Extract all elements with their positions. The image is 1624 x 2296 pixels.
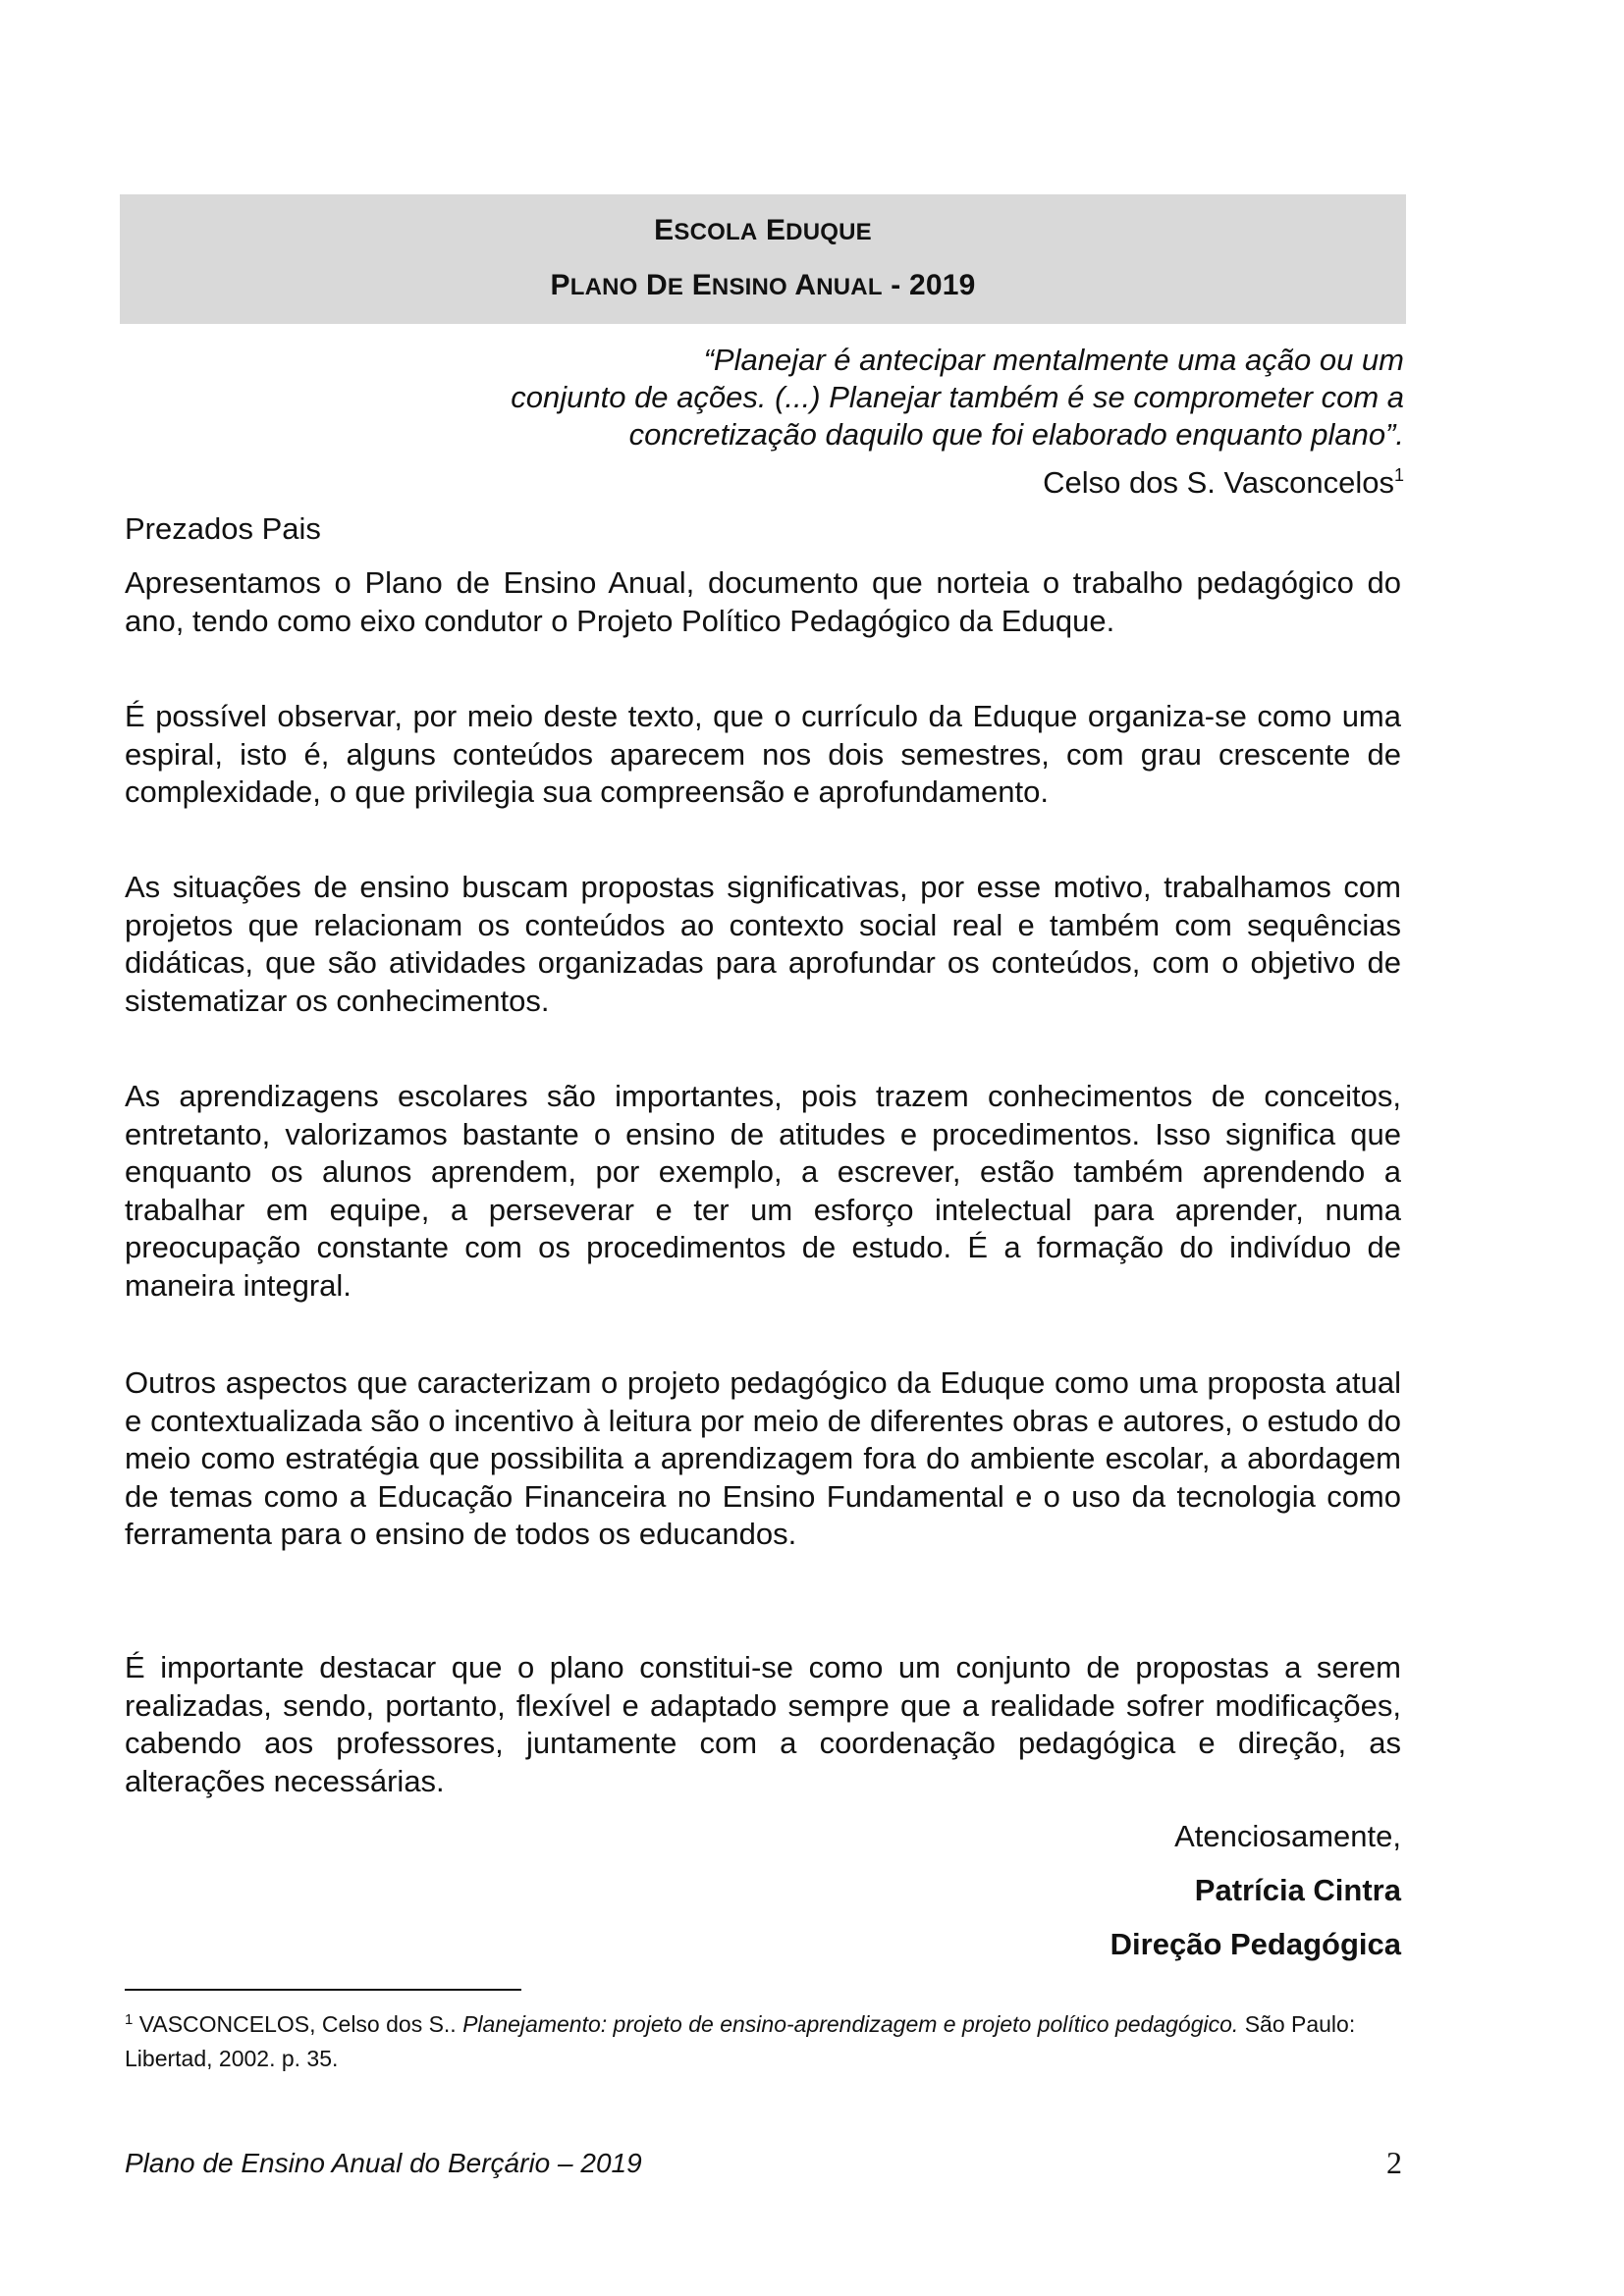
- school-name-initial-2: E: [765, 214, 786, 246]
- signatory-name: Patrícia Cintra: [1194, 1873, 1401, 1907]
- school-name-rest-2: DUQUE: [785, 219, 872, 245]
- plan-title-rest-2: E: [667, 274, 684, 300]
- footnote-publisher: São Paulo: Libertad, 2002. p. 35.: [125, 2011, 1356, 2071]
- epigraph-quote: [422, 342, 1404, 454]
- greeting: Prezados Pais: [125, 511, 321, 546]
- plan-title: [120, 269, 1406, 302]
- footer-title: Plano de Ensino Anual do Berçário – 2019: [125, 2148, 642, 2178]
- school-name: [120, 214, 1406, 247]
- footnote-reference[interactable]: 1: [1393, 465, 1404, 485]
- quote-line-3: concretização daquilo que foi elaborado enquanto plano”.: [628, 417, 1404, 452]
- plan-title-rest-3: NSINO: [711, 274, 787, 300]
- signatory-role: Direção Pedagógica: [1110, 1927, 1401, 1961]
- body-paragraph: As situações de ensino buscam propostas significativas, por esse motivo, trabalhamos com projetos que relacionam os conteúdos ao contexto social real e também com sequências didáticas, que são atividades organizadas para aprofundar os conteúdos, com o objetivo de sistematizar os conhecimentos.: [125, 870, 1401, 1018]
- body-paragraph: É importante destacar que o plano constitui-se como um conjunto de propostas a serem realizadas, sendo, portanto, flexível e adaptado sempre que a realidade sofrer modificações, cabendo aos professores, juntamente com a coordenação pedagógica e direção, as alterações necessárias.: [125, 1650, 1401, 1798]
- footnote: [125, 2002, 1401, 2076]
- header-banner: [120, 194, 1406, 324]
- body-paragraph: Apresentamos o Plano de Ensino Anual, documento que norteia o trabalho pedagógico do ano, tendo como eixo condutor o Projeto Político Pedagógico da Eduque.: [125, 565, 1401, 638]
- plan-title-initial-3: E: [691, 269, 712, 301]
- school-name-rest-1: SCOLA: [674, 219, 758, 245]
- quote-author: [422, 456, 1404, 502]
- plan-title-initial-4: A: [794, 269, 817, 301]
- footnote-marker: 1: [125, 2011, 134, 2028]
- school-name-initial-1: E: [654, 214, 675, 246]
- footnote-title: Planejamento: projeto de ensino-aprendizagem e projeto político pedagógico.: [462, 2011, 1239, 2037]
- body-paragraph: As aprendizagens escolares são importantes, pois trazem conhecimentos de conceitos, entretanto, valorizamos bastante o ensino de atitudes e procedimentos. Isso significa que enquanto os alunos aprendem, por exemplo, a escrever, estão também aprendendo a trabalhar em equipe, a perseverar e ter um esforço intelectual para aprender, numa preocupação constante com os procedimentos de estudo. É a formação do indivíduo de maneira integral.: [125, 1079, 1401, 1303]
- plan-title-initial-2: D: [646, 269, 668, 301]
- plan-title-rest-1: LANO: [569, 274, 638, 300]
- footnote-divider: [125, 1989, 521, 1991]
- plan-title-initial-1: P: [550, 269, 570, 301]
- plan-title-rest-4: NUAL: [816, 274, 883, 300]
- quote-author-name: Celso dos S. Vasconcelos: [1043, 465, 1394, 500]
- body-paragraph: É possível observar, por meio deste texto, que o currículo da Eduque organiza-se como uma espiral, isto é, alguns conteúdos aparecem nos dois semestres, com grau crescente de complexidade, o que privilegia sua compreensão e aprofundamento.: [125, 699, 1401, 809]
- closing-salutation: Atenciosamente,: [1174, 1819, 1401, 1853]
- footnote-author: VASCONCELOS, Celso dos S..: [138, 2011, 457, 2037]
- body-paragraph: Outros aspectos que caracterizam o projeto pedagógico da Eduque como uma proposta atual e contextualizada são o incentivo à leitura por meio de diferentes obras e autores, o estudo do meio como estratégia que possibilita a aprendizagem fora do ambiente escolar, a abordagem de temas como a Educação Financeira no Ensino Fundamental e o uso da tecnologia como ferramenta para o ensino de todos os educandos.: [125, 1365, 1401, 1551]
- quote-line-1: “Planejar é antecipar mentalmente uma ação ou um: [703, 343, 1404, 377]
- page-number: 2: [1386, 2145, 1402, 2180]
- quote-line-2: conjunto de ações. (...) Planejar também é se comprometer com a: [511, 380, 1404, 414]
- plan-year: - 2019: [891, 269, 976, 301]
